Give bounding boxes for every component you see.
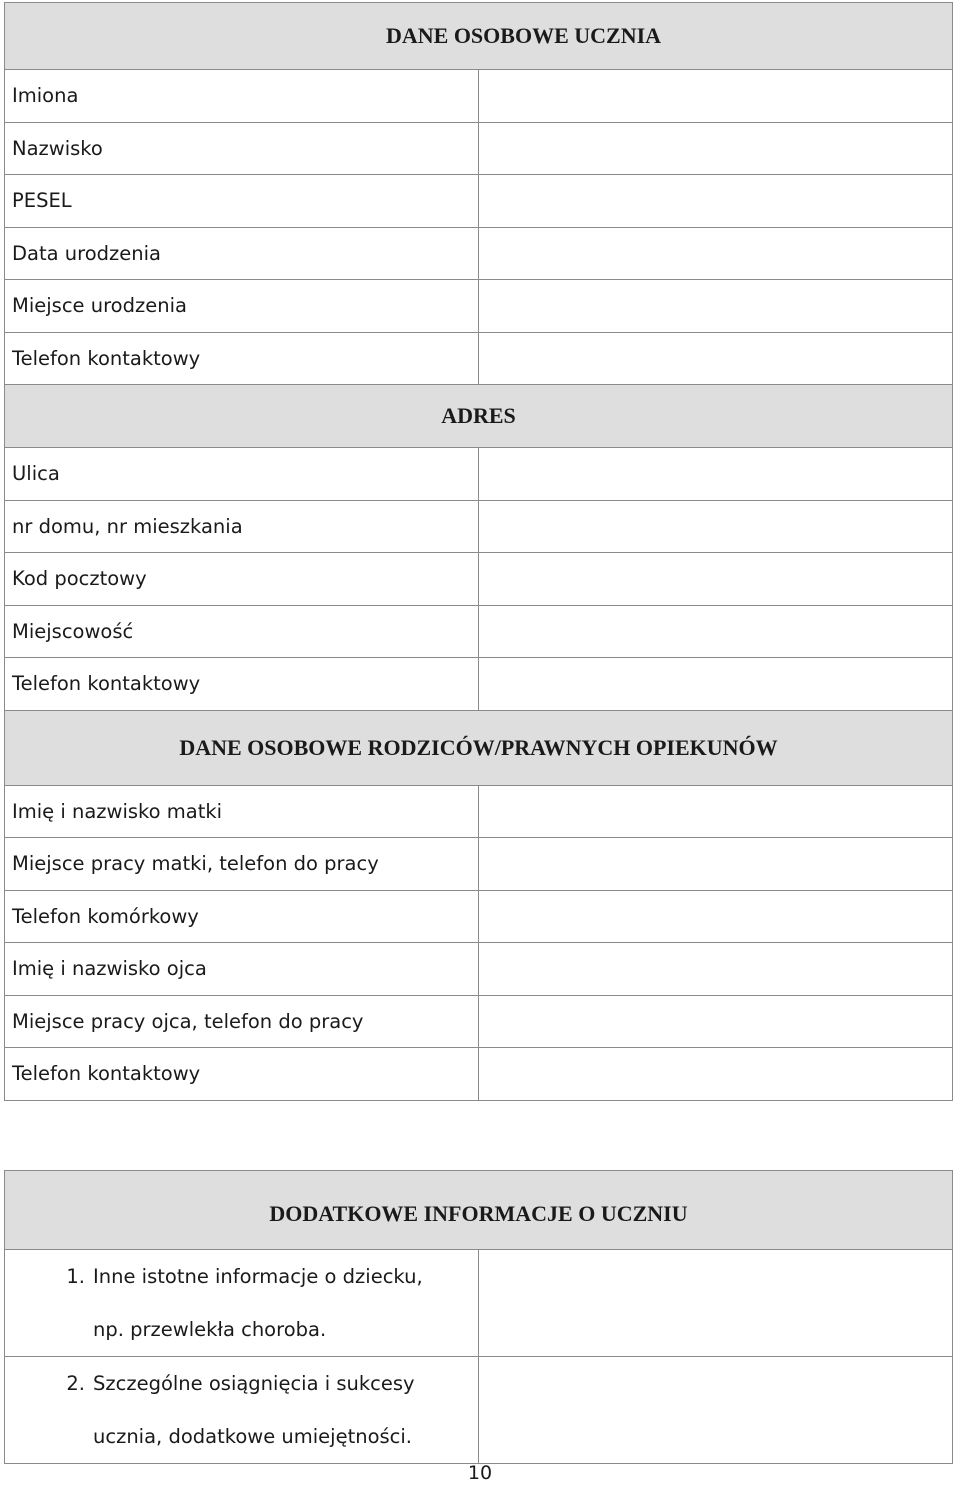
- field-label-birth-date: Data urodzenia: [5, 227, 479, 280]
- additional-item-1: [5, 1250, 479, 1357]
- field-label-house-number: nr domu, nr mieszkania: [5, 500, 479, 553]
- field-label-address-phone: Telefon kontaktowy: [5, 658, 479, 711]
- field-label-surname: Nazwisko: [5, 122, 479, 175]
- parents-section-header: DANE OSOBOWE RODZICÓW/PRAWNYCH OPIEKUNÓW: [5, 710, 953, 785]
- parents-phone-input-cell[interactable]: [479, 1048, 953, 1101]
- field-label-mobile-phone: Telefon komórkowy: [5, 890, 479, 943]
- field-label-parents-phone: Telefon kontaktowy: [5, 1048, 479, 1101]
- surname-input-cell[interactable]: [479, 122, 953, 175]
- field-label-city: Miejscowość: [5, 605, 479, 658]
- mother-work-input-cell[interactable]: [479, 838, 953, 891]
- father-work-input-cell[interactable]: [479, 995, 953, 1048]
- field-label-mother-work: Miejsce pracy matki, telefon do pracy: [5, 838, 479, 891]
- item-text-line: ucznia, dodatkowe umiejętności.: [93, 1425, 413, 1448]
- page-number: 10: [467, 1462, 493, 1484]
- mother-name-input-cell[interactable]: [479, 785, 953, 838]
- pesel-input-cell[interactable]: [479, 175, 953, 228]
- item-text-line: np. przewlekła choroba.: [93, 1318, 327, 1341]
- birth-date-input-cell[interactable]: [479, 227, 953, 280]
- item-number: 1.: [66, 1265, 85, 1288]
- house-number-input-cell[interactable]: [479, 500, 953, 553]
- additional-info-input-cell[interactable]: [479, 1250, 953, 1357]
- field-label-first-names: Imiona: [5, 70, 479, 123]
- field-label-father-name: Imię i nazwisko ojca: [5, 943, 479, 996]
- birth-place-input-cell[interactable]: [479, 280, 953, 333]
- student-phone-input-cell[interactable]: [479, 332, 953, 385]
- item-text-line: Szczególne osiągnięcia i sukcesy: [93, 1372, 415, 1395]
- father-name-input-cell[interactable]: [479, 943, 953, 996]
- postal-code-input-cell[interactable]: [479, 553, 953, 606]
- item-number: 2.: [66, 1372, 85, 1395]
- field-label-father-work: Miejsce pracy ojca, telefon do pracy: [5, 995, 479, 1048]
- achievements-input-cell[interactable]: [479, 1357, 953, 1464]
- additional-info-table: [4, 1170, 953, 1464]
- first-names-input-cell[interactable]: [479, 70, 953, 123]
- city-input-cell[interactable]: [479, 605, 953, 658]
- field-label-mother-name: Imię i nazwisko matki: [5, 785, 479, 838]
- field-label-street: Ulica: [5, 448, 479, 501]
- address-phone-input-cell[interactable]: [479, 658, 953, 711]
- mobile-phone-input-cell[interactable]: [479, 890, 953, 943]
- item-text-line: Inne istotne informacje o dziecku,: [93, 1265, 423, 1288]
- personal-data-table: [4, 2, 953, 1101]
- field-label-pesel: PESEL: [5, 175, 479, 228]
- additional-section-header: DODATKOWE INFORMACJE O UCZNIU: [5, 1171, 953, 1250]
- additional-item-2: [5, 1357, 479, 1464]
- student-section-header: DANE OSOBOWE UCZNIA: [5, 3, 953, 70]
- field-label-postal-code: Kod pocztowy: [5, 553, 479, 606]
- address-section-header: ADRES: [5, 385, 953, 448]
- field-label-birth-place: Miejsce urodzenia: [5, 280, 479, 333]
- field-label-student-phone: Telefon kontaktowy: [5, 332, 479, 385]
- street-input-cell[interactable]: [479, 448, 953, 501]
